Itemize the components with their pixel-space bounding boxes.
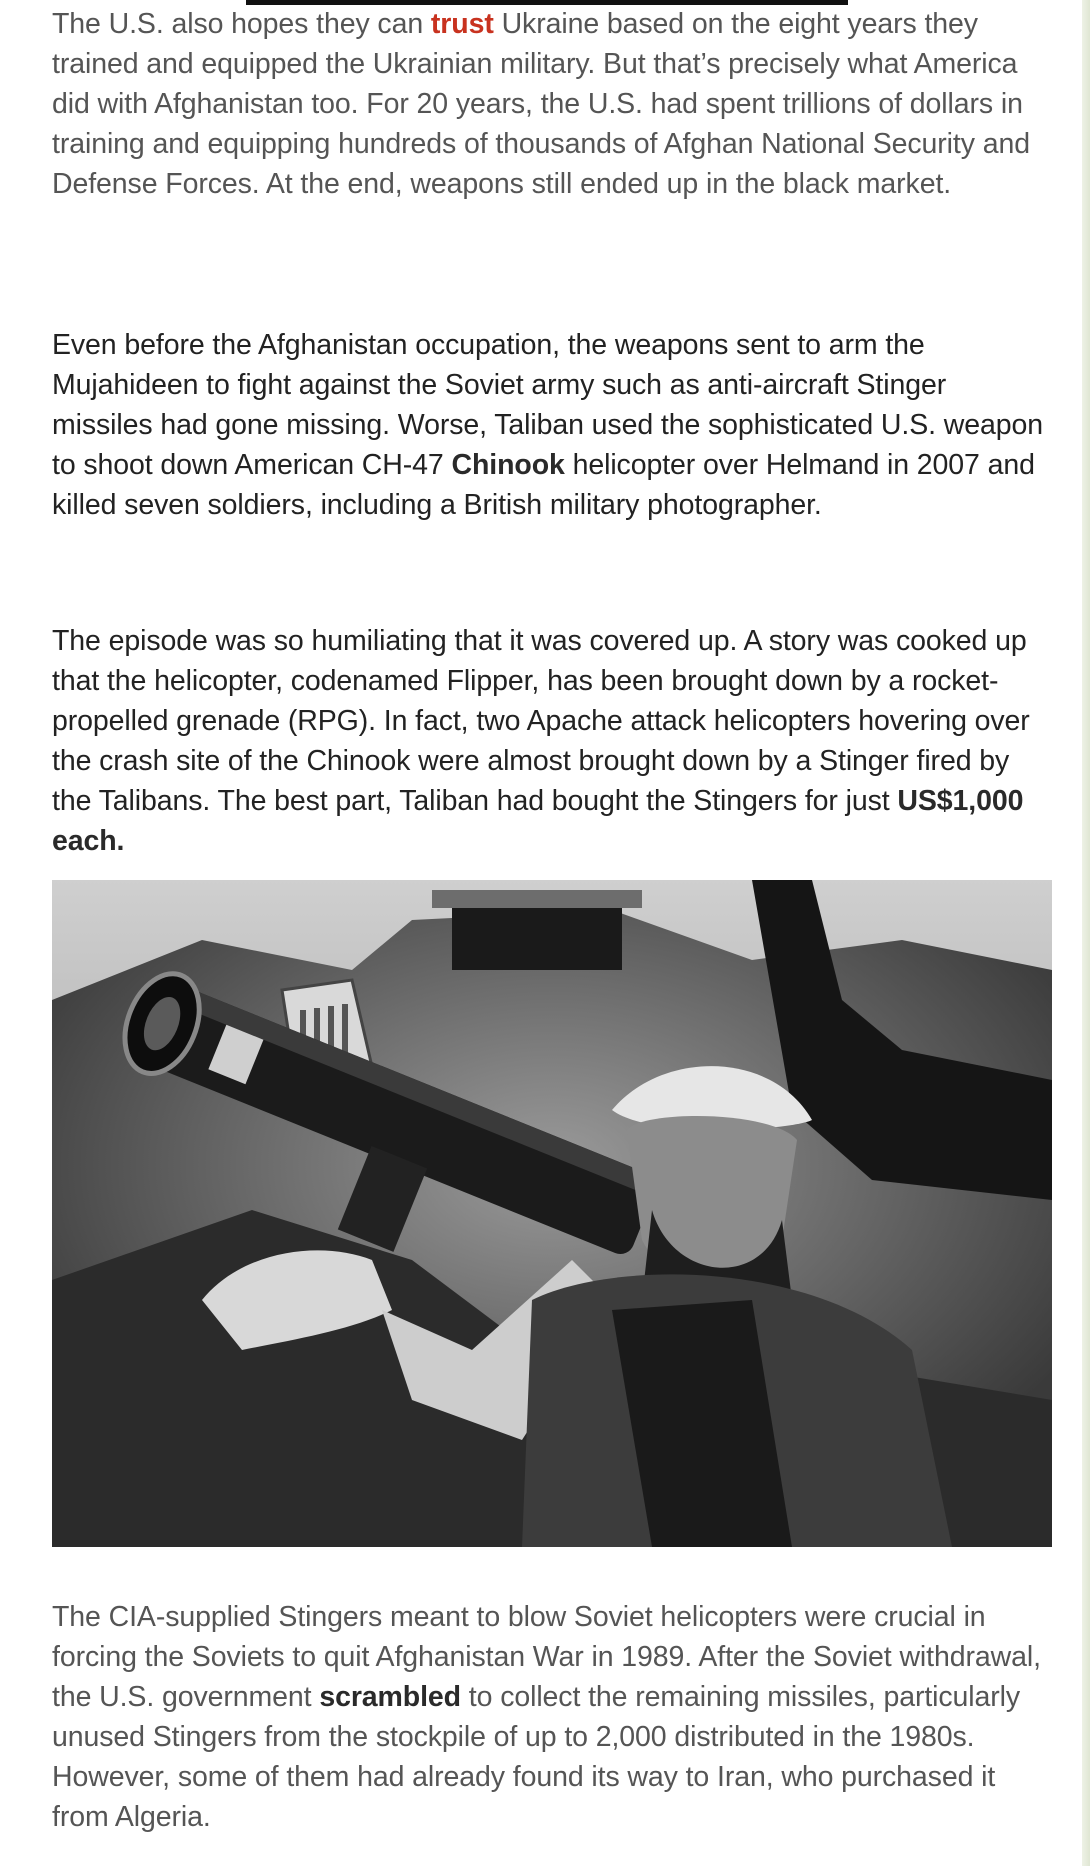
paragraph-text: Even before the Afghanistan occupation, the weapons sent to arm the Mujahideen to fight against the Soviet army such as anti-aircraft Stinger missiles had gone missing. Worse, Taliban used the sophisticated U.S. weapon to shoot down American CH-47 Chinook helicopter over Helmand in 2007 and killed seven soldiers, including a British military photographer. bbox=[52, 329, 1043, 521]
article-paragraph-3 bbox=[52, 621, 1052, 861]
paragraph-text: The episode was so humiliating that it was covered up. A story was cooked up that the helicopter, codenamed Flipper, has been brought down by a rocket-propelled grenade (RPG). In fact, two Apache attack helicopters hovering over the crash site of the Chinook were almost brought down by a Stinger fired by the Talibans. The best part, Taliban had bought the Stingers for just US$1,000 each. bbox=[52, 625, 1030, 857]
page-edge-rule bbox=[1082, 0, 1090, 1866]
article-paragraph-1 bbox=[52, 4, 1052, 204]
stinger-fighter-photo bbox=[52, 880, 1052, 1547]
scrambled-emphasis: scrambled bbox=[319, 1681, 461, 1713]
photo-illustration bbox=[52, 880, 1052, 1547]
price-emphasis: US$1,000 each. bbox=[52, 785, 1024, 857]
paragraph-text: The CIA-supplied Stingers meant to blow Soviet helicopters were crucial in forcing the Soviets to quit Afghanistan War in 1989. After the Soviet withdrawal, the U.S. government scrambled to collect the remaining missiles, particularly unused Stingers from the stockpile of up to 2,000 distributed in the 1980s. However, some of them had already found its way to Iran, who purchased it from Algeria. bbox=[52, 1601, 1041, 1833]
trust-link[interactable]: trust bbox=[430, 8, 494, 40]
chinook-emphasis: Chinook bbox=[451, 449, 565, 481]
paragraph-text: The U.S. also hopes they can trust Ukraine based on the eight years they trained and equipped the Ukrainian military. But that’s precisely what America did with Afghanistan too. For 20 years, the U.S. had spent trillions of dollars in training and equipping hundreds of thousands of Afghan National Security and Defense Forces. At the end, weapons still ended up in the black market. bbox=[52, 8, 1030, 200]
article-paragraph-4 bbox=[52, 1597, 1052, 1837]
article-paragraph-2 bbox=[52, 325, 1052, 525]
